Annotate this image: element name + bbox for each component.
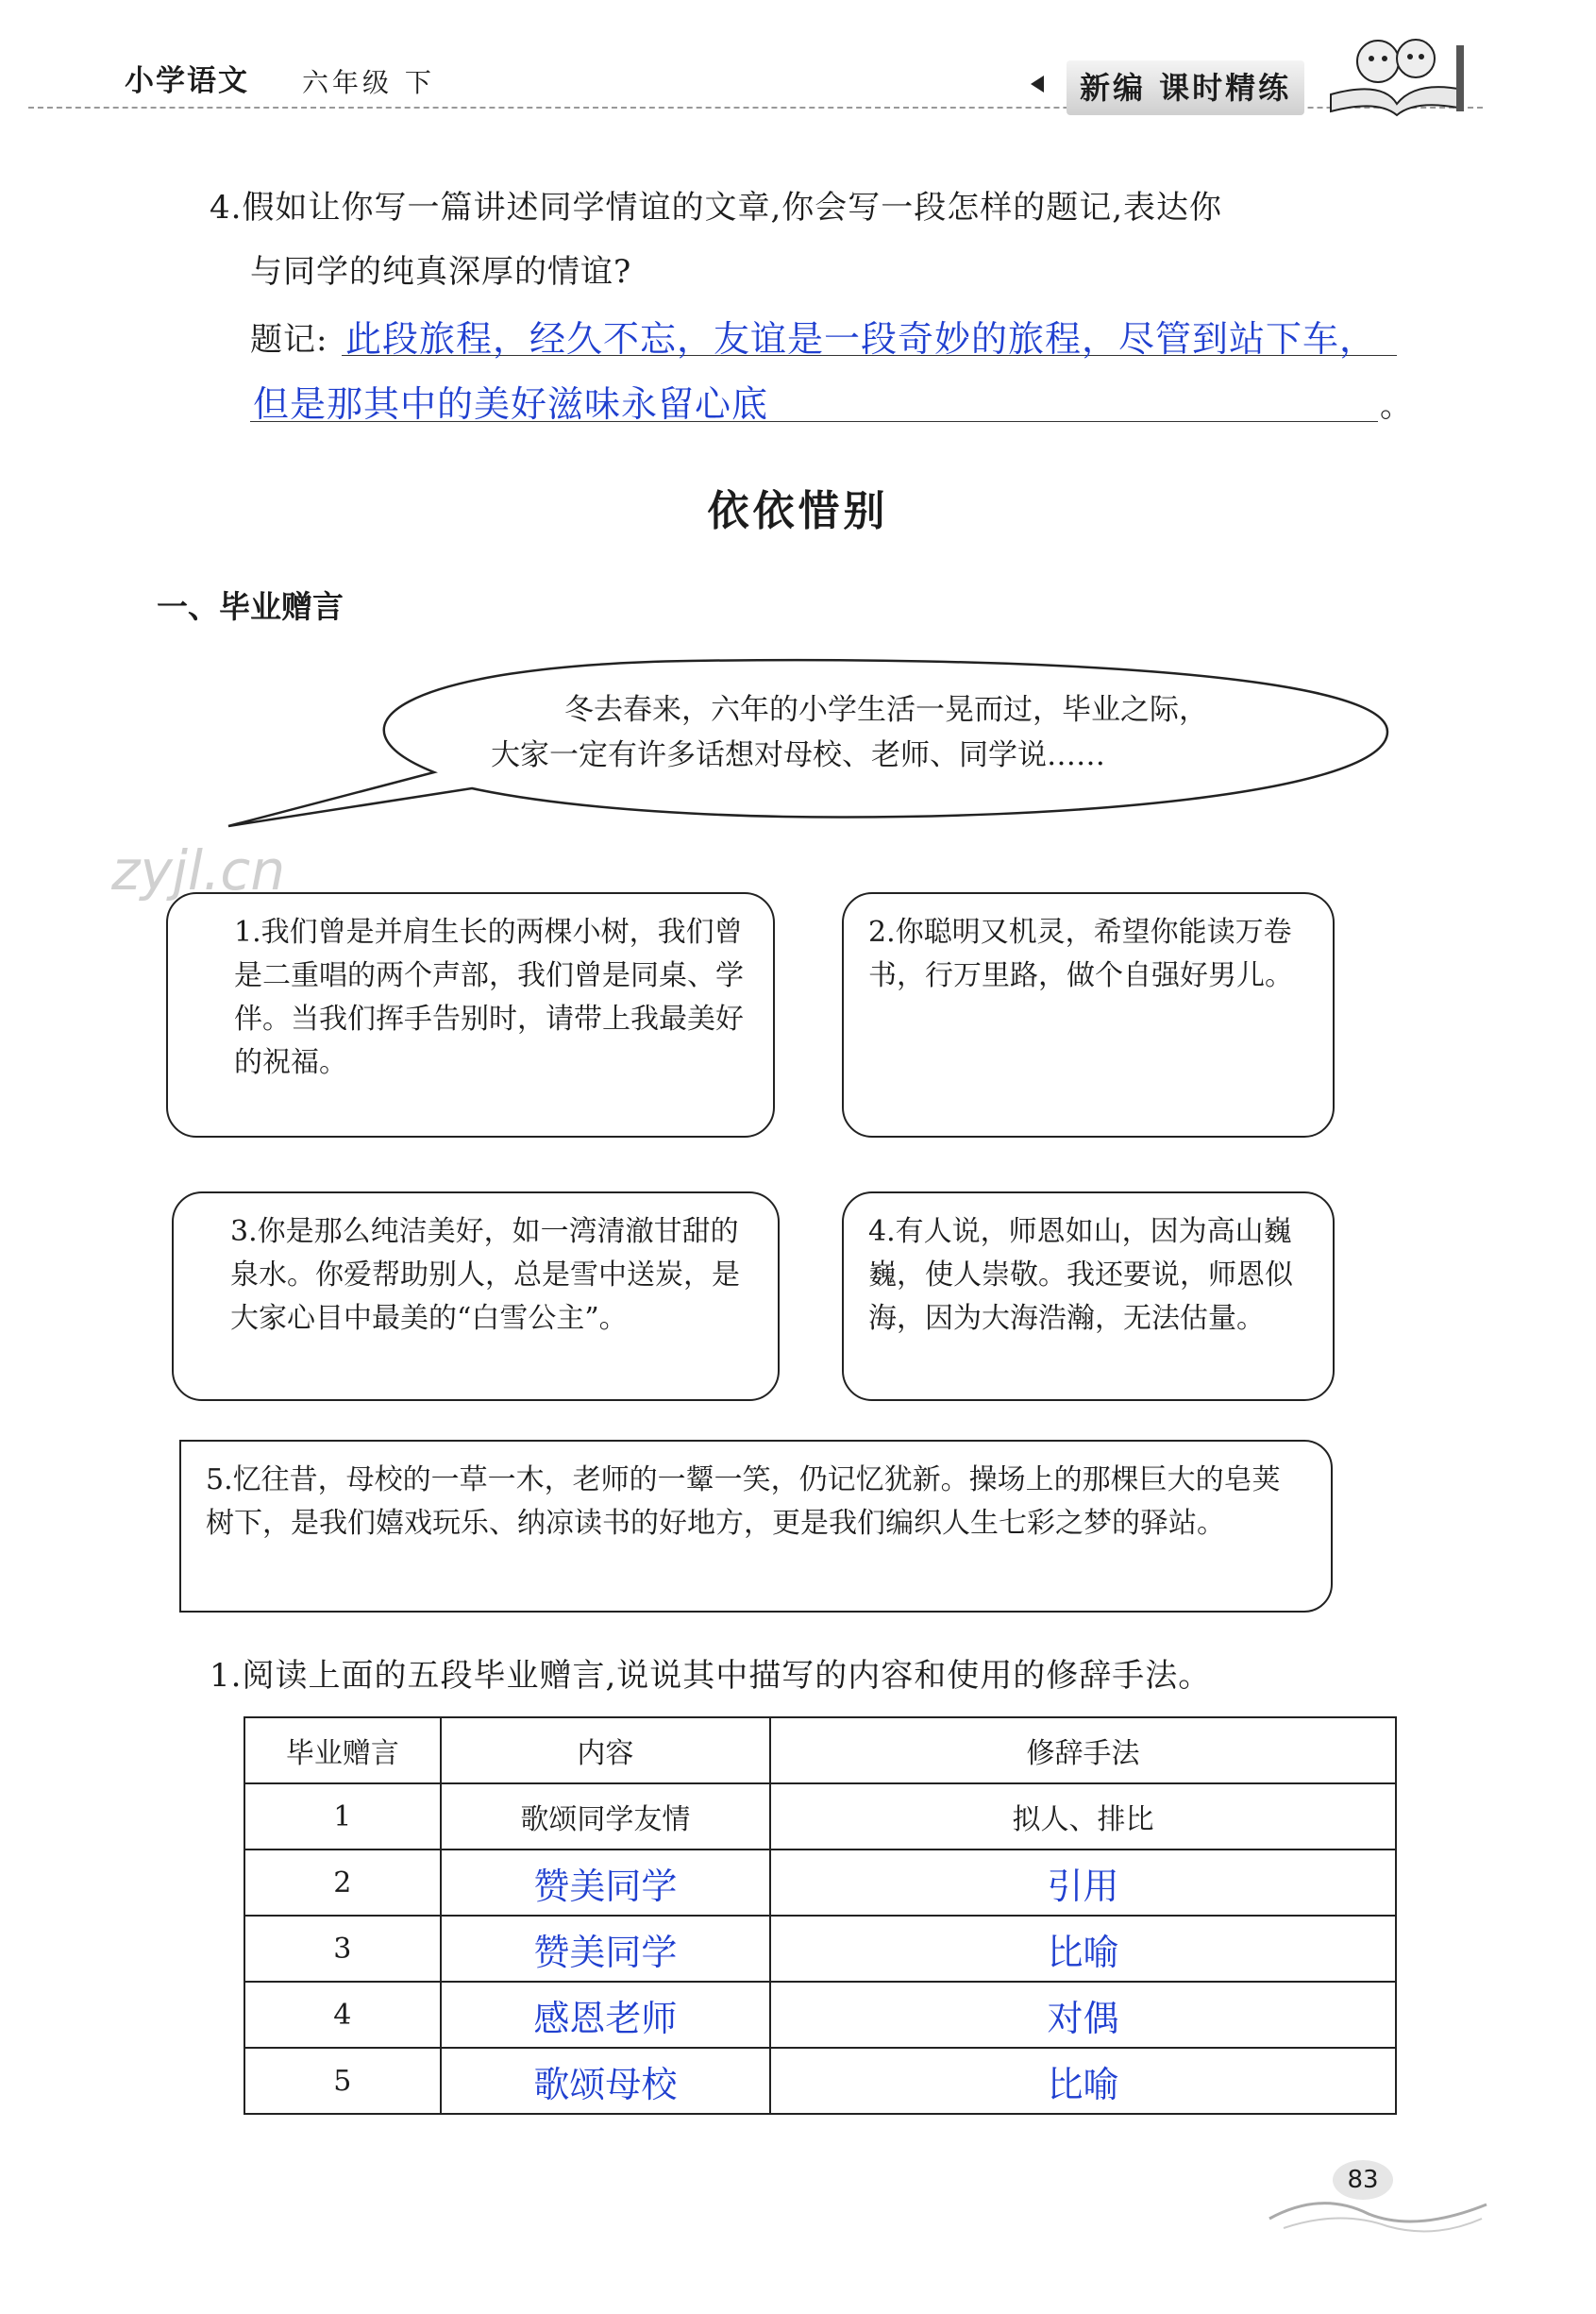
message-box-4: 4.有人说，师恩如山，因为高山巍巍，使人崇敬。我还要说，师恩似海，因为大海浩瀚，无法估量。 <box>842 1191 1335 1401</box>
table-cell-content: 歌颂母校 <box>441 2048 770 2114</box>
message-box-3: 3.你是那么纯洁美好，如一湾清澈甘甜的泉水。你爱帮助别人，总是雪中送炭，是大家心目中最美的“白雪公主”。 <box>172 1191 780 1401</box>
table-cell-number: 1 <box>244 1783 441 1850</box>
table-cell-number: 4 <box>244 1982 441 2048</box>
table-cell-rhetoric: 引用 <box>770 1850 1396 1916</box>
message-box-2: 2.你聪明又机灵，希望你能读万卷书，行万里路，做个自强好男儿。 <box>842 892 1335 1138</box>
rhetoric-table <box>244 1716 1397 2115</box>
table-cell-rhetoric: 比喻 <box>770 2048 1396 2114</box>
answer-text-2: 但是那其中的美好滋味永留心底 <box>253 383 769 425</box>
table-cell-content: 歌颂同学友情 <box>441 1783 770 1850</box>
table-header-cell: 内容 <box>441 1717 770 1783</box>
table-row <box>244 1850 1396 1916</box>
answer-end-mark: 。 <box>1380 387 1413 425</box>
table-cell-number: 3 <box>244 1916 441 1982</box>
bubble-line-2: 大家一定有许多话想对母校、老师、同学说…… <box>491 738 1105 772</box>
table-cell-rhetoric: 比喻 <box>770 1916 1396 1982</box>
header-grade: 六年级 下 <box>302 67 435 98</box>
question1-text: 1.阅读上面的五段毕业赠言,说说其中描写的内容和使用的修辞手法。 <box>210 1657 1212 1695</box>
bubble-line-1: 冬去春来，六年的小学生活一晃而过，毕业之际， <box>564 693 1208 727</box>
table-row <box>244 1982 1396 2048</box>
answer-text-1: 此段旅程，经久不忘，友谊是一段奇妙的旅程，尽管到站下车， <box>345 318 1377 360</box>
header-brand: 新编 课时精练 <box>1067 60 1304 115</box>
question4-line2: 与同学的纯真深厚的情谊? <box>250 253 632 291</box>
section-title: 依依惜别 <box>707 487 889 535</box>
table-cell-content: 感恩老师 <box>441 1982 770 2048</box>
header-subject: 小学语文 <box>125 64 249 98</box>
table-header-cell: 毕业赠言 <box>244 1717 441 1783</box>
question4-line1: 4.假如让你写一篇讲述同学情谊的文章,你会写一段怎样的题记,表达你 <box>210 189 1223 227</box>
message-box-1: 1.我们曾是并肩生长的两棵小树，我们曾是二重唱的两个声部，我们曾是同桌、学伴。当我们挥手告别时，请带上我最美好的祝福。 <box>166 892 775 1138</box>
question4-label: 题记: <box>250 321 328 359</box>
section-subtitle: 一、毕业赠言 <box>157 588 344 625</box>
message-box-5: 5.忆往昔，母校的一草一木，老师的一颦一笑，仍记忆犹新。操场上的那棵巨大的皂荚树下，是我们嬉戏玩乐、纳凉读书的好地方，更是我们编织人生七彩之梦的驿站。 <box>179 1440 1333 1613</box>
table-row <box>244 1916 1396 1982</box>
table-row <box>244 1783 1396 1850</box>
table-cell-number: 2 <box>244 1850 441 1916</box>
table-cell-rhetoric: 拟人、排比 <box>770 1783 1396 1850</box>
table-cell-rhetoric: 对偶 <box>770 1982 1396 2048</box>
header-arrow-icon <box>1031 76 1044 93</box>
book-mascot-icon <box>1326 28 1468 118</box>
table-header-row <box>244 1717 1396 1783</box>
bubble-text <box>491 687 1340 778</box>
table-cell-number: 5 <box>244 2048 441 2114</box>
table-cell-content: 赞美同学 <box>441 1850 770 1916</box>
table-header-cell: 修辞手法 <box>770 1717 1396 1783</box>
table-row <box>244 2048 1396 2114</box>
watermark: zyjl.cn <box>111 838 286 903</box>
table-cell-content: 赞美同学 <box>441 1916 770 1982</box>
page-number: 83 <box>1333 2160 1393 2200</box>
